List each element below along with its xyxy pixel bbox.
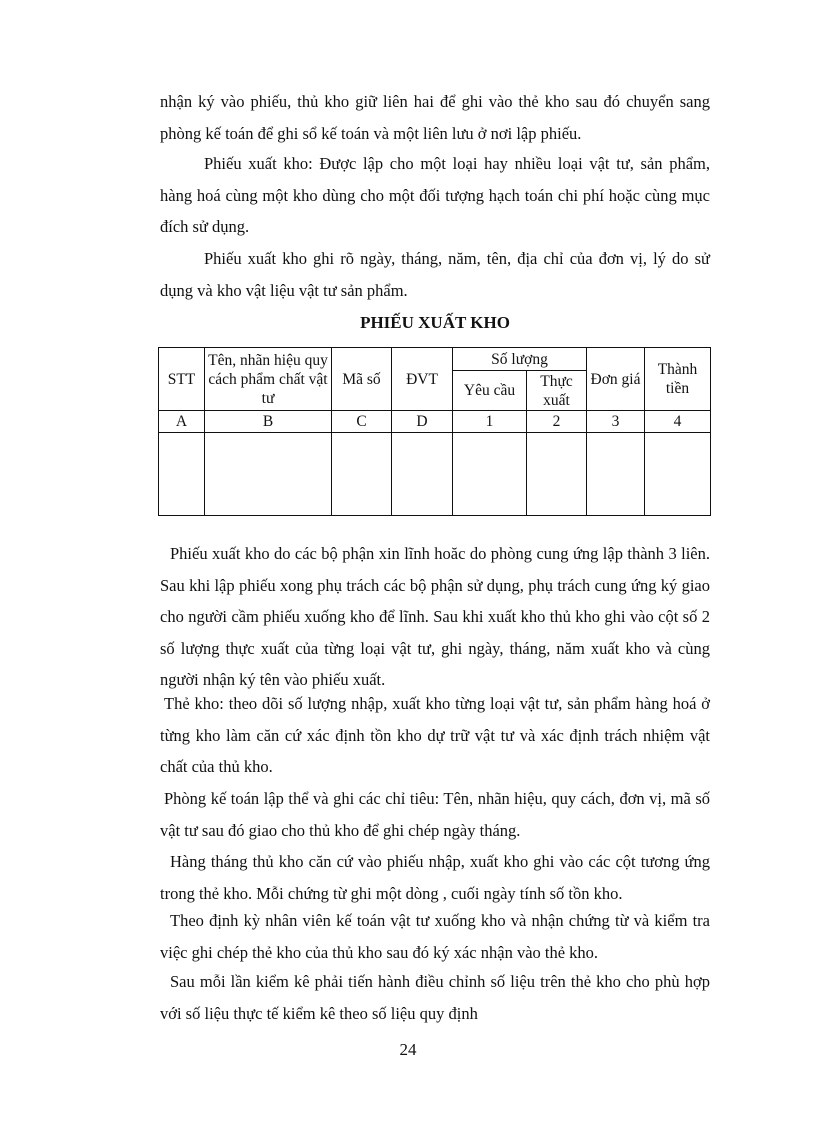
header-requested: Yêu cầu [453,371,527,411]
paragraph-export-slip-content: Phiếu xuất kho ghi rõ ngày, tháng, năm, tên, địa chỉ của đơn vị, lý do sử dụng và kho vật liệu vật tư sản phẩm. [160,249,710,300]
empty-cell [645,433,711,516]
empty-cell [527,433,587,516]
header-unit-price: Đơn giá [587,348,645,411]
paragraph-continuation: nhận ký vào phiếu, thủ kho giữ liên hai để ghi vào thẻ kho sau đó chuyển sang phòng kế toán để ghi sổ kế toán và một liên lưu ở nơi lập phiếu. [160,92,710,143]
empty-cell [587,433,645,516]
index-cell: 3 [587,411,645,433]
empty-cell [332,433,392,516]
empty-cell [453,433,527,516]
header-quantity: Số lượng [453,348,587,371]
header-actual: Thực xuất [527,371,587,411]
index-cell: D [392,411,453,433]
index-cell: 1 [453,411,527,433]
paragraph-accounting-department: Phòng kế toán lập thể và ghi các chỉ tiêu: Tên, nhãn hiệu, quy cách, đơn vị, mã số vật tư sau đó giao cho thủ kho để ghi chép ngày tháng. [160,789,710,840]
export-slip-table [158,347,711,516]
paragraph-monthly-recording: Hàng tháng thủ kho căn cứ vào phiếu nhập, xuất kho ghi vào các cột tương ứng trong thẻ kho. Mỗi chứng từ ghi một dòng , cuối ngày tính số tồn kho. [160,852,710,903]
index-cell: A [159,411,205,433]
empty-cell [392,433,453,516]
paragraph-stock-card: Thẻ kho: theo dõi số lượng nhập, xuất kho từng loại vật tư, sản phẩm hàng hoá ở từng kho làm căn cứ xác định tồn kho dự trữ vật tư và xác định trách nhiệm vật chất của thủ kho. [160,694,710,776]
index-cell: C [332,411,392,433]
index-cell: 2 [527,411,587,433]
header-code: Mã số [332,348,392,411]
table-empty-row [159,433,711,516]
paragraph-export-slip-definition: Phiếu xuất kho: Được lập cho một loại hay nhiều loại vật tư, sản phẩm, hàng hoá cùng một kho dùng cho một đối tượng hạch toán chi phí hoặc cùng mục đích sử dụng. [160,154,710,236]
index-cell: B [205,411,332,433]
table-index-row [159,411,711,433]
empty-cell [205,433,332,516]
paragraph-inventory-adjustment: Sau mỗi lần kiểm kê phải tiến hành điều chỉnh số liệu trên thẻ kho cho phù hợp với số liệu thực tế kiểm kê theo số liệu quy định [160,972,710,1023]
header-stt: STT [159,348,205,411]
empty-cell [159,433,205,516]
header-amount: Thành tiền [645,348,711,411]
header-item-name: Tên, nhãn hiệu quy cách phẩm chất vật tư [205,348,332,411]
form-title: PHIẾU XUẤT KHO [360,313,510,332]
table-header-row [159,348,711,371]
paragraph-periodic-check: Theo định kỳ nhân viên kế toán vật tư xuống kho và nhận chứng từ và kiểm tra việc ghi chép thẻ kho của thủ kho sau đó ký xác nhận vào thẻ kho. [160,911,710,962]
paragraph-export-slip-procedure: Phiếu xuất kho do các bộ phận xin lĩnh hoăc do phòng cung ứng lập thành 3 liên. Sau khi lập phiếu xong phụ trách các bộ phận sử dụng, phụ trách cung ứng ký giao cho người cầm phiếu xuống kho để lĩnh. Sau khi xuất kho thủ kho ghi vào cột số 2 số lượng thực xuất của từng loại vật tư, ghi ngày, tháng, năm xuất kho và cùng người nhận ký tên vào phiếu xuất. [160,544,710,689]
page-number: 24 [399,1040,417,1059]
header-unit: ĐVT [392,348,453,411]
index-cell: 4 [645,411,711,433]
